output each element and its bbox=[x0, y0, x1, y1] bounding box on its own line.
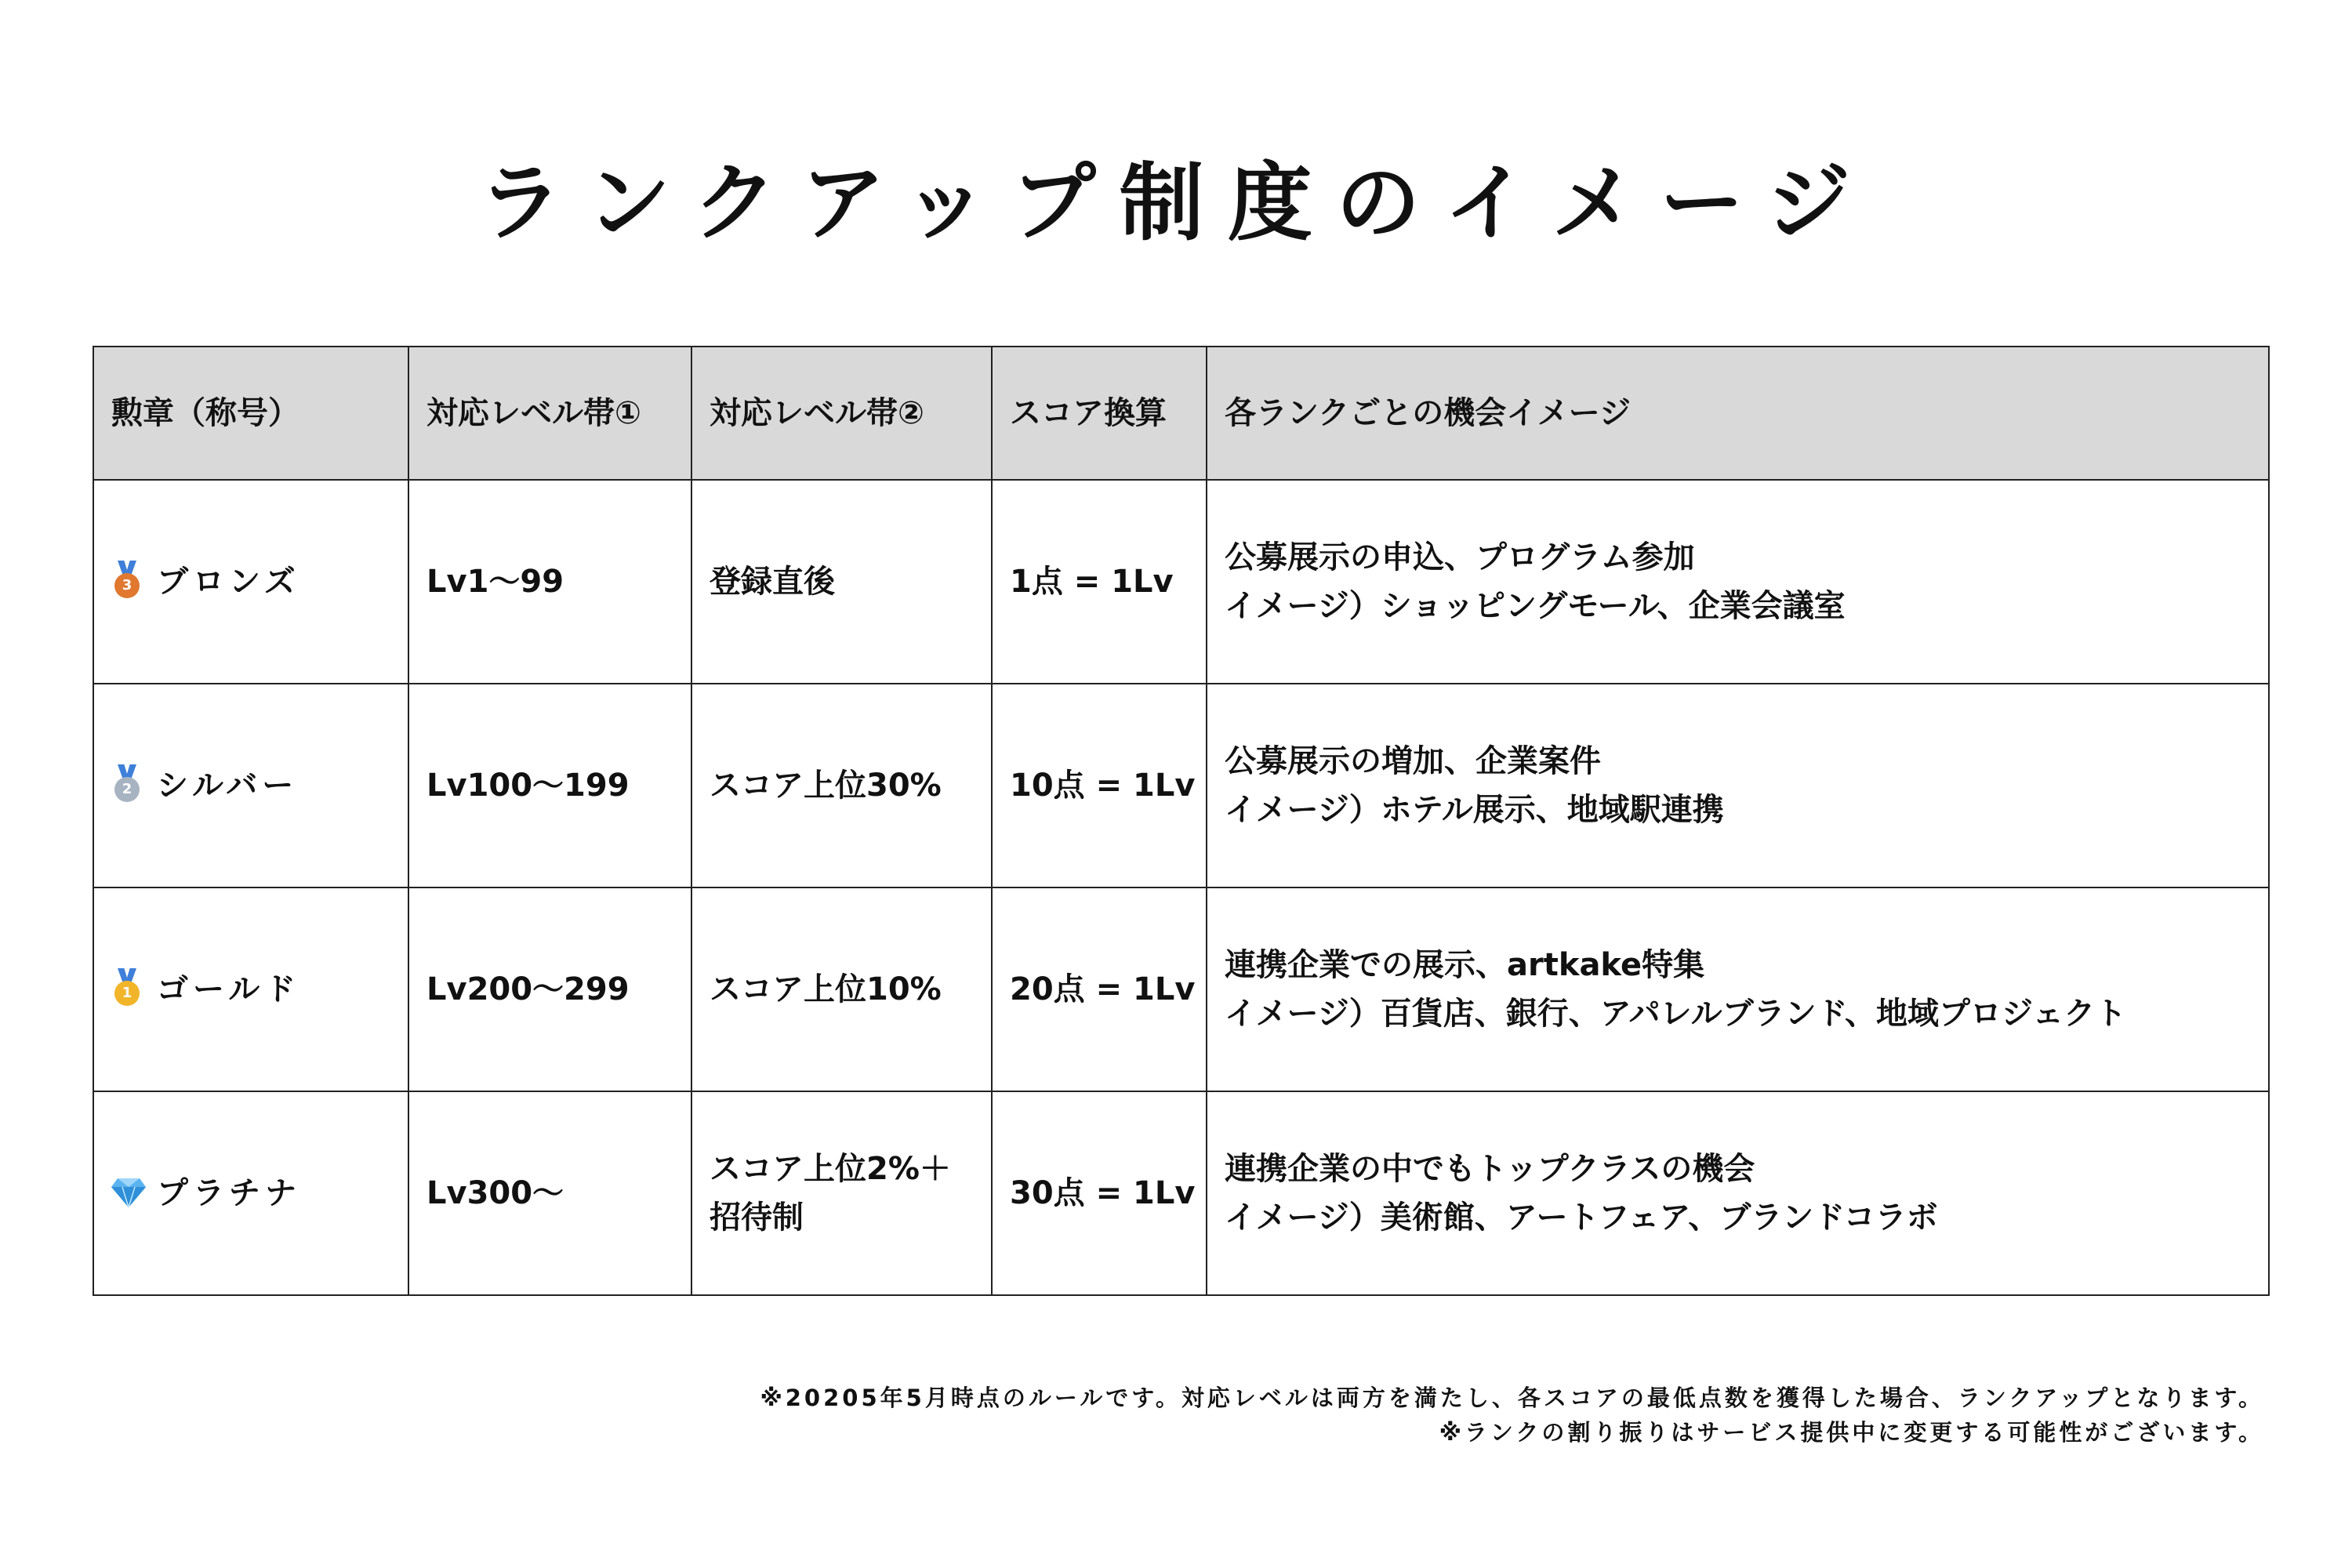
level-range-1-cell: Lv300〜 bbox=[408, 1091, 691, 1295]
page-title: ランクアップ制度のイメージ bbox=[477, 154, 1875, 252]
opportunity-line: 公募展示の増加、企業案件 bbox=[1225, 743, 1601, 779]
header-level-range-2: 対応レベル帯② bbox=[691, 347, 992, 480]
bronze-medal-icon: 3 bbox=[111, 561, 143, 598]
opportunity-line: 連携企業の中でもトップクラスの機会 bbox=[1225, 1151, 1755, 1187]
table-row bbox=[93, 684, 2269, 887]
table-row bbox=[93, 480, 2269, 684]
level-range-2-cell: スコア上位2%＋ 招待制 bbox=[691, 1091, 992, 1295]
opportunity-line: 公募展示の申込、プログラム参加 bbox=[1225, 539, 1695, 575]
table-row bbox=[93, 1091, 2269, 1295]
level-range-2-cell: スコア上位30% bbox=[691, 684, 992, 887]
header-badge: 勲章（称号） bbox=[93, 347, 408, 480]
rank-name: シルバー bbox=[157, 768, 299, 804]
gold-medal-icon: 1 bbox=[111, 968, 143, 1006]
level-range-1-cell: Lv200〜299 bbox=[408, 887, 691, 1091]
rank-cell bbox=[93, 684, 408, 887]
diamond-gem-icon bbox=[111, 1177, 146, 1208]
score-cell: 30点 = 1Lv bbox=[992, 1091, 1207, 1295]
level-range-2-cell: スコア上位10% bbox=[691, 887, 992, 1091]
silver-medal-icon: 2 bbox=[111, 764, 143, 802]
opportunity-example: イメージ）ショッピングモール、企業会議室 bbox=[1225, 588, 1846, 624]
rank-name: プラチナ bbox=[157, 1175, 301, 1211]
header-level-range-1: 対応レベル帯① bbox=[408, 347, 691, 480]
table-row bbox=[93, 887, 2269, 1091]
level-range-2-cell: 登録直後 bbox=[691, 480, 992, 684]
opportunity-cell bbox=[1207, 480, 2269, 684]
opportunity-example: イメージ）ホテル展示、地域駅連携 bbox=[1225, 792, 1724, 828]
footnote-change-notice: ※ランクの割り振りはサービス提供中に変更する可能性がございます。 bbox=[1439, 1419, 2264, 1446]
header-score-conversion: スコア換算 bbox=[992, 347, 1207, 480]
score-cell: 20点 = 1Lv bbox=[992, 887, 1207, 1091]
rank-name: ゴールド bbox=[157, 971, 301, 1007]
header-opportunity: 各ランクごとの機会イメージ bbox=[1207, 347, 2269, 480]
score-cell: 1点 = 1Lv bbox=[992, 480, 1207, 684]
opportunity-example: イメージ）百貨店、銀行、アパレルブランド、地域プロジェクト bbox=[1225, 996, 2127, 1032]
level-range-1-cell: Lv1〜99 bbox=[408, 480, 691, 684]
table-header-row bbox=[93, 347, 2269, 480]
opportunity-example: イメージ）美術館、アートフェア、ブランドコラボ bbox=[1225, 1200, 1938, 1236]
rank-name: ブロンズ bbox=[157, 564, 300, 600]
opportunity-line: 連携企業での展示、artkake特集 bbox=[1225, 947, 1705, 983]
opportunity-cell bbox=[1207, 1091, 2269, 1295]
rank-cell bbox=[93, 887, 408, 1091]
score-cell: 10点 = 1Lv bbox=[992, 684, 1207, 887]
opportunity-cell bbox=[1207, 887, 2269, 1091]
rank-cell bbox=[93, 1091, 408, 1295]
rank-cell bbox=[93, 480, 408, 684]
rank-table bbox=[93, 346, 2270, 1296]
footnote-rules: ※20205年5月時点のルールです。対応レベルは両方を満たし、各スコアの最低点数を獲得した場合、ランクアップとなります。 bbox=[760, 1385, 2264, 1411]
opportunity-cell bbox=[1207, 684, 2269, 887]
level-range-1-cell: Lv100〜199 bbox=[408, 684, 691, 887]
